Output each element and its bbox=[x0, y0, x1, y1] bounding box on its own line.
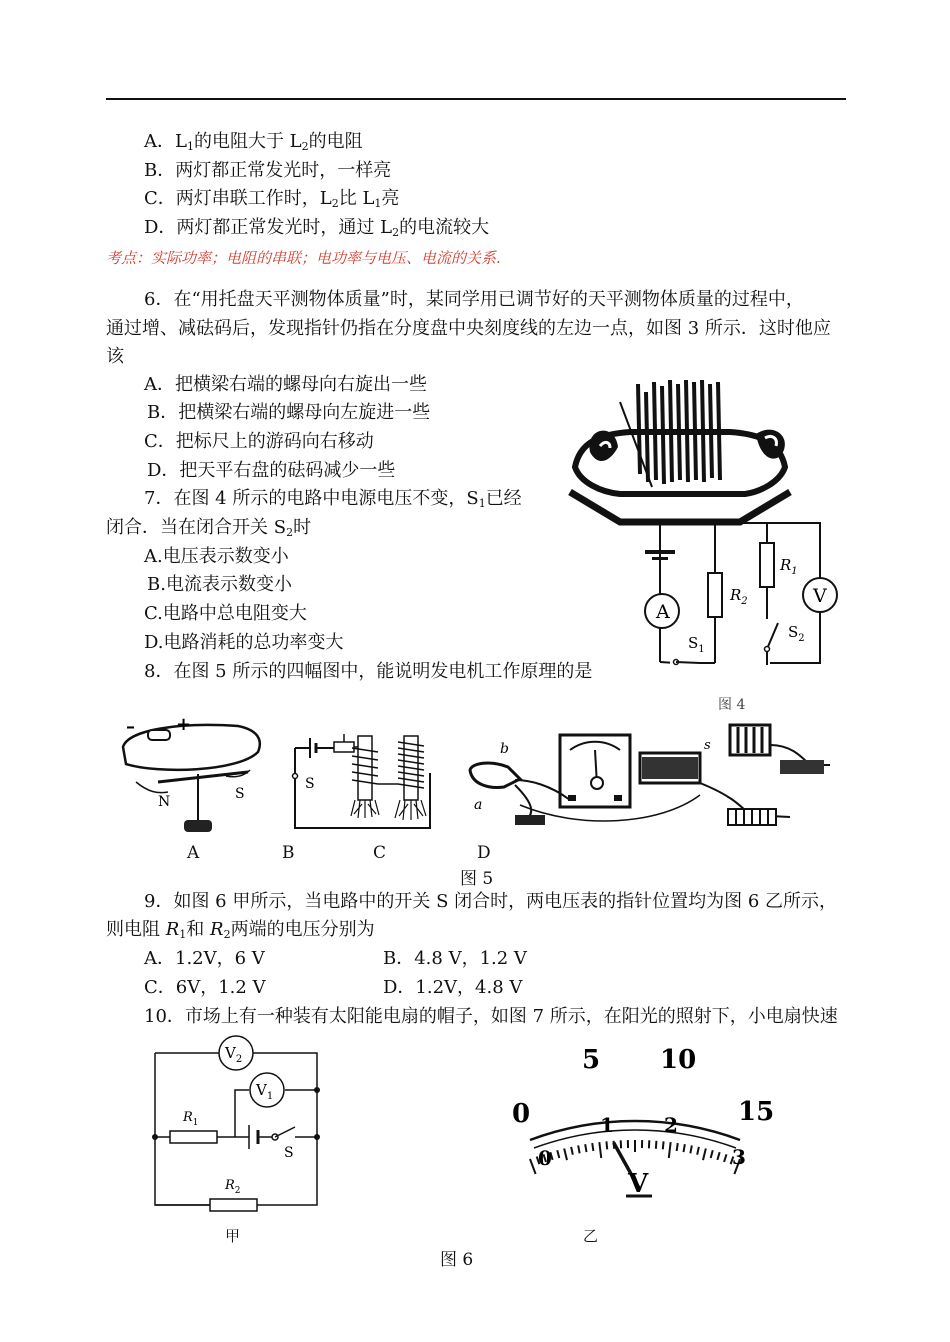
dial-tick bbox=[724, 1154, 726, 1162]
upper-scale-0: 0 bbox=[512, 1099, 531, 1129]
figure-5-label-d: D bbox=[477, 843, 491, 863]
svg-text:a: a bbox=[474, 797, 483, 813]
v1-label: $V_1$ bbox=[256, 1081, 274, 1102]
voltmeter-unit-label: V bbox=[628, 1169, 649, 1199]
q6-option-d: D．把天平右盘的砝码减少一些 bbox=[147, 460, 396, 481]
dial-tick bbox=[592, 1143, 593, 1151]
lower-scale-2: 2 bbox=[664, 1113, 678, 1137]
dial-tick bbox=[697, 1147, 699, 1155]
svg-text:S: S bbox=[305, 776, 315, 792]
svg-text:s: s bbox=[704, 738, 711, 753]
dial-tick bbox=[690, 1145, 692, 1153]
q6-stem-line3: 该 bbox=[106, 346, 124, 367]
q6-stem-line2: 通过增、减砝码后，发现指针仍指在分度盘中央刻度线的左边一点，如图 3 所示．这时他应 bbox=[106, 318, 831, 339]
resistor-r2-icon bbox=[210, 1199, 257, 1211]
switch-label: S bbox=[284, 1145, 294, 1161]
svg-text:–: – bbox=[126, 716, 135, 737]
upper-scale-15: 15 bbox=[738, 1097, 775, 1127]
q7-option-c: C.电路中总电阻变大 bbox=[144, 603, 307, 624]
figure-5-label-b: B bbox=[282, 843, 295, 863]
q9-stem-line1: 9．如图 6 甲所示，当电路中的开关 S 闭合时，两电压表的指针位置均为图 6 乙所示， bbox=[144, 891, 838, 912]
s1-label: $S_1$ bbox=[688, 634, 705, 655]
r2-label: $R_2$ bbox=[225, 1178, 241, 1196]
r1-label: $R_1$ bbox=[780, 556, 798, 577]
q9-option-a: A．1.2V，6 V bbox=[144, 948, 265, 969]
q10-stem: 10．市场上有一种装有太阳能电扇的帽子，如图 7 所示，在阳光的照射下，小电扇快速 bbox=[144, 1006, 838, 1027]
figure-4-caption: 图 4 bbox=[718, 697, 746, 713]
r1-label: $R_1$ bbox=[183, 1110, 199, 1128]
dial-tick bbox=[683, 1144, 684, 1152]
dial-tick bbox=[578, 1145, 580, 1153]
svg-text:b: b bbox=[500, 741, 509, 757]
q6-option-b: B．把横梁右端的螺母向左旋进一些 bbox=[147, 402, 431, 423]
q7-stem-line2: 闭合．当在闭合开关 $S_2$时 bbox=[106, 517, 312, 539]
figure-6-label-jia: 甲 bbox=[225, 1227, 241, 1245]
dial-tick bbox=[606, 1141, 607, 1149]
upper-scale-5: 5 bbox=[582, 1045, 601, 1075]
figure-6-caption: 图 6 bbox=[440, 1250, 474, 1270]
dial-tick bbox=[599, 1142, 601, 1158]
switch-icon bbox=[275, 1127, 295, 1137]
dial-tick bbox=[711, 1150, 713, 1158]
dial-tick bbox=[703, 1148, 706, 1160]
resistor-r2-icon bbox=[708, 573, 722, 617]
figure-6-label-yi: 乙 bbox=[583, 1227, 599, 1245]
q9-option-c: C．6V，1.2 V bbox=[144, 977, 266, 998]
lower-scale-1: 1 bbox=[600, 1113, 614, 1137]
figure-3-balance-pointer bbox=[560, 372, 800, 532]
figure-5-panel-c-electromagnets bbox=[290, 718, 440, 838]
dial-tick bbox=[656, 1141, 657, 1149]
q9-option-b: B．4.8 V，1.2 V bbox=[383, 948, 527, 969]
q6-option-a: A．把横梁右端的螺母向右旋出一些 bbox=[144, 374, 427, 395]
voltmeter-label: V bbox=[813, 585, 827, 607]
dial-tick bbox=[530, 1159, 536, 1174]
dial-tick bbox=[585, 1144, 586, 1152]
q6-option-c: C．把标尺上的游码向右移动 bbox=[144, 431, 374, 452]
q9-stem-line2: 则电阻 $R_1$和 $R_2$两端的电压分别为 bbox=[106, 919, 375, 941]
figure-4-circuit bbox=[640, 515, 840, 715]
q9-option-d: D．1.2V，4.8 V bbox=[383, 977, 523, 998]
s2-label: $S_2$ bbox=[788, 623, 805, 644]
v2-label: $V_2$ bbox=[225, 1044, 243, 1065]
lower-scale-3: 3 bbox=[732, 1145, 746, 1169]
q6-stem-line1: 6．在“用托盘天平测物体质量”时，某同学用已调节好的天平测物体质量的过程中， bbox=[144, 289, 804, 310]
resistor-r1-icon bbox=[760, 543, 774, 587]
dial-tick bbox=[663, 1141, 664, 1149]
dial-tick bbox=[557, 1150, 559, 1158]
dial-tick bbox=[669, 1142, 671, 1158]
svg-text:+: + bbox=[176, 714, 192, 735]
q7-option-d: D.电路消耗的总功率变大 bbox=[144, 632, 344, 653]
q7-option-b: B.电流表示数变小 bbox=[147, 574, 292, 595]
q5-option-c: C．两灯串联工作时，$L_2$比 $L_1$亮 bbox=[144, 188, 400, 210]
switch-s1-icon bbox=[676, 662, 700, 663]
lower-scale-0: 0 bbox=[538, 1146, 552, 1170]
figure-6-jia-circuit bbox=[145, 1033, 335, 1218]
q7-stem-line1: 7．在图 4 所示的电路中电源电压不变，$S_1$已经 bbox=[144, 488, 522, 510]
figure-5-label-a: A bbox=[187, 843, 200, 863]
ammeter-label: A bbox=[656, 601, 670, 623]
dial-tick bbox=[677, 1143, 678, 1151]
figure-5-panel-a bbox=[118, 712, 268, 842]
svg-text:S: S bbox=[235, 786, 245, 802]
dial-tick bbox=[717, 1152, 719, 1160]
header-rule bbox=[106, 98, 846, 100]
q5-option-d: D．两灯都正常发光时，通过 $L_2$的电流较大 bbox=[144, 217, 490, 239]
resistor-r1-icon bbox=[170, 1131, 217, 1143]
dial-tick bbox=[564, 1148, 567, 1160]
r2-label: $R_2$ bbox=[730, 586, 748, 607]
q7-option-a: A.电压表示数变小 bbox=[144, 546, 289, 567]
upper-scale-10: 10 bbox=[660, 1045, 697, 1075]
figure-5-label-c: C bbox=[373, 843, 387, 863]
figure-5-caption: 图 5 bbox=[460, 869, 494, 889]
figure-6-yi-voltmeter-dial bbox=[500, 1040, 780, 1210]
q5-option-b: B．两灯都正常发光时，一样亮 bbox=[144, 160, 392, 181]
q5-option-a: A．$L_1$的电阻大于 $L_2$的电阻 bbox=[144, 131, 363, 153]
kaodian-note: 考点：实际功率；电阻的串联；电功率与电压、电流的关系. bbox=[106, 249, 501, 267]
dial-tick bbox=[571, 1147, 573, 1155]
svg-text:N: N bbox=[158, 794, 171, 810]
q8-stem: 8．在图 5 所示的四幅图中，能说明发电机工作原理的是 bbox=[144, 661, 593, 682]
figure-5-panel-d-generator bbox=[460, 705, 840, 840]
